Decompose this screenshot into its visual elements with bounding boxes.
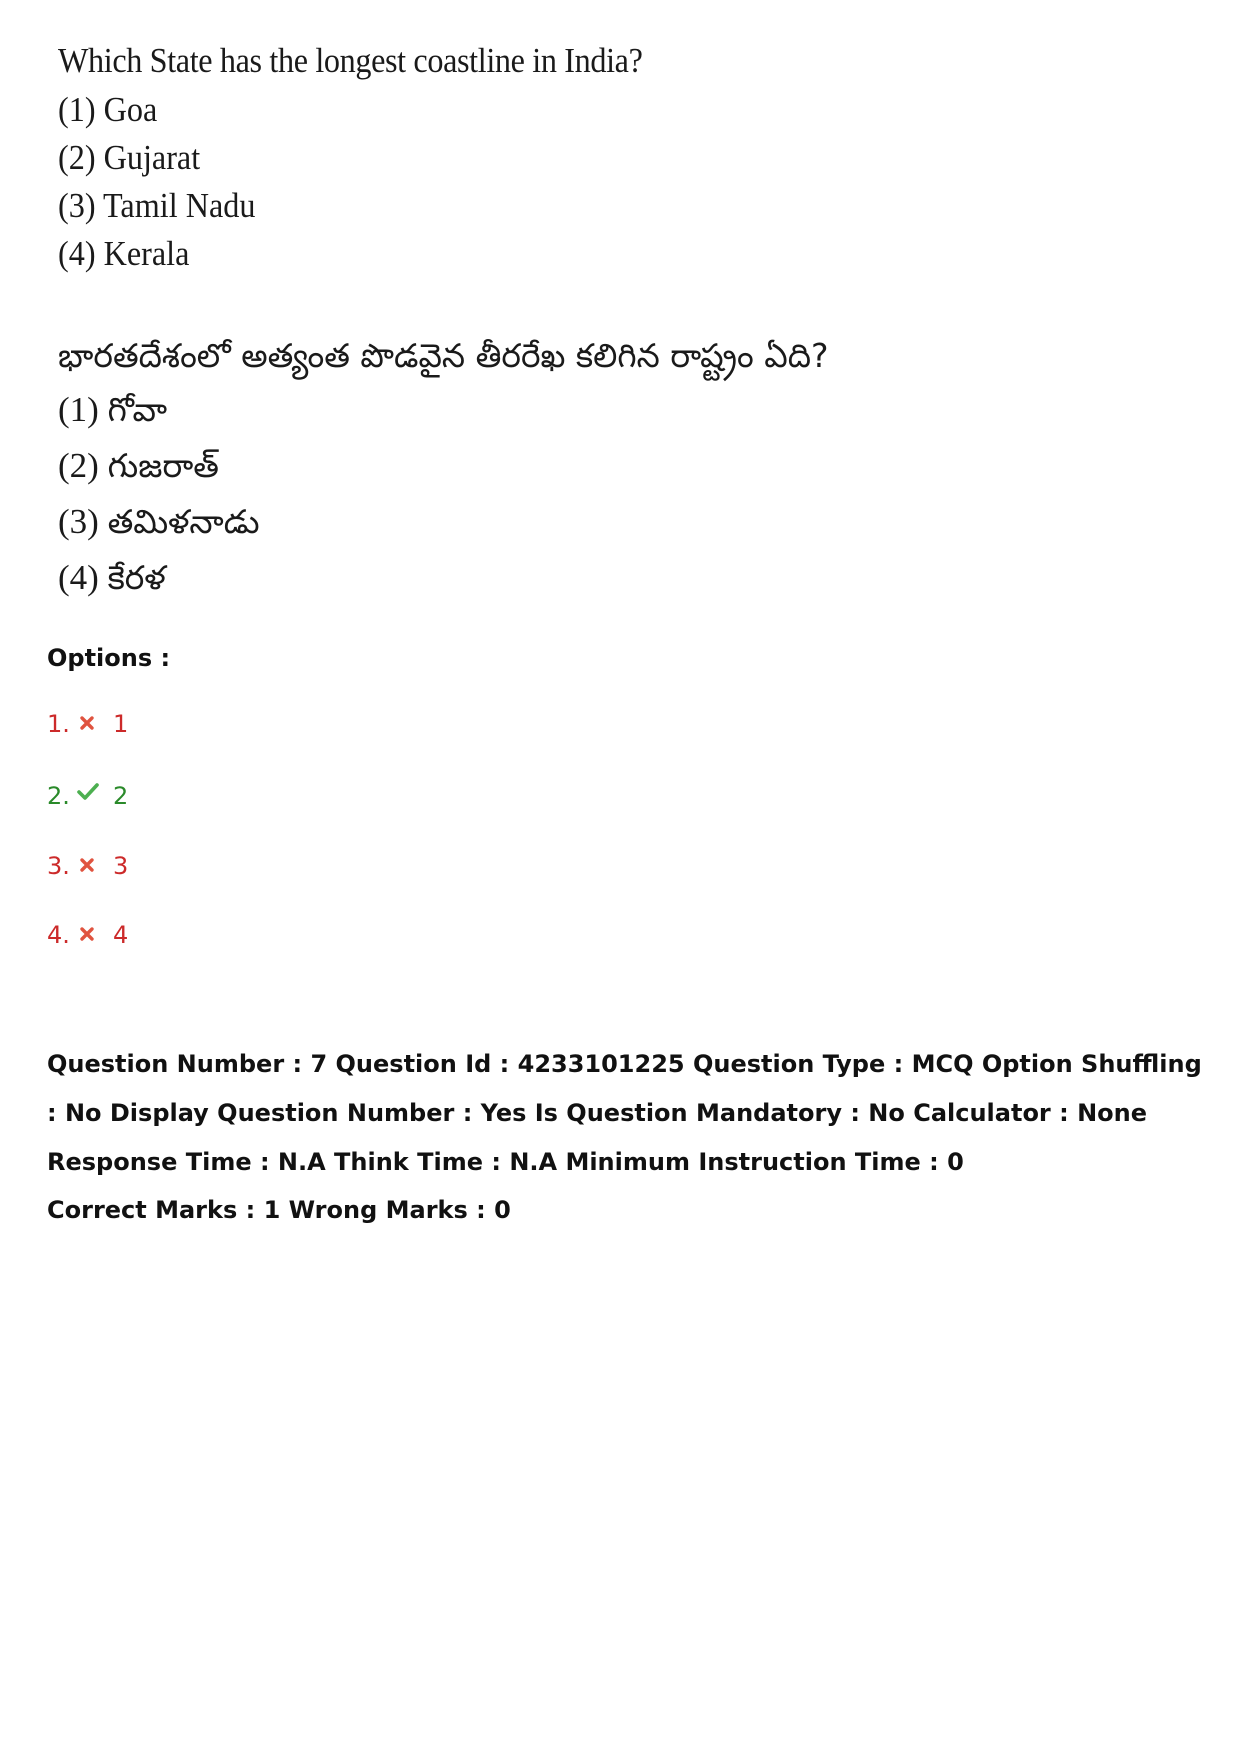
answer-number: 4.	[47, 921, 70, 949]
answer-number: 2.	[47, 782, 70, 810]
answer-value: 3	[113, 852, 129, 880]
option-number: (4)	[58, 558, 99, 597]
cross-icon	[77, 924, 99, 946]
question-english	[58, 36, 693, 278]
option-text: గుజరాత్	[107, 446, 219, 485]
cross-icon	[77, 713, 99, 735]
option-text: గోవా	[107, 390, 168, 429]
question-marks: Correct Marks : 1 Wrong Marks : 0	[47, 1196, 511, 1224]
option-text: తమిళనాడు	[107, 502, 260, 541]
checkmark-icon	[77, 785, 99, 807]
option-number: (1)	[58, 390, 99, 429]
answer-number: 3.	[47, 852, 70, 880]
question-option-en: (3) Tamil Nadu	[58, 186, 256, 225]
answer-value: 1	[113, 710, 129, 738]
question-option-en: (1) Goa	[58, 90, 158, 129]
question-option-te	[58, 382, 829, 438]
question-option-en: (4) Kerala	[58, 234, 190, 273]
cross-icon	[77, 855, 99, 877]
question-option-te	[58, 550, 829, 606]
answer-value: 4	[113, 921, 129, 949]
answer-option-3	[47, 852, 128, 880]
question-title-te: భారతదేశంలో అత్యంత పొడవైన తీరరేఖ కలిగిన రాష్ట్రం ఏది?	[58, 336, 829, 375]
answer-value: 2	[113, 782, 129, 810]
option-number: (3)	[58, 502, 99, 541]
question-option-en: (2) Gujarat	[58, 138, 201, 177]
option-number: (2)	[58, 446, 99, 485]
question-option-te	[58, 438, 829, 494]
answer-option-4	[47, 921, 128, 949]
answer-option-2	[47, 782, 128, 810]
option-text: కేరళ	[107, 558, 166, 597]
question-title-en: Which State has the longest coastline in India?	[58, 41, 643, 80]
answer-option-1	[47, 710, 128, 738]
question-metadata: Question Number : 7 Question Id : 4233101225 Question Type : MCQ Option Shuffling : No Display Question Number : Yes Is Question Mandatory : No Calculator : None Response Time : N.A Think Time : N.A Minimum Instruction Time : 0	[47, 1050, 1202, 1176]
question-option-te	[58, 494, 829, 550]
question-telugu	[58, 330, 829, 606]
options-heading: Options :	[47, 644, 171, 672]
answer-number: 1.	[47, 710, 70, 738]
